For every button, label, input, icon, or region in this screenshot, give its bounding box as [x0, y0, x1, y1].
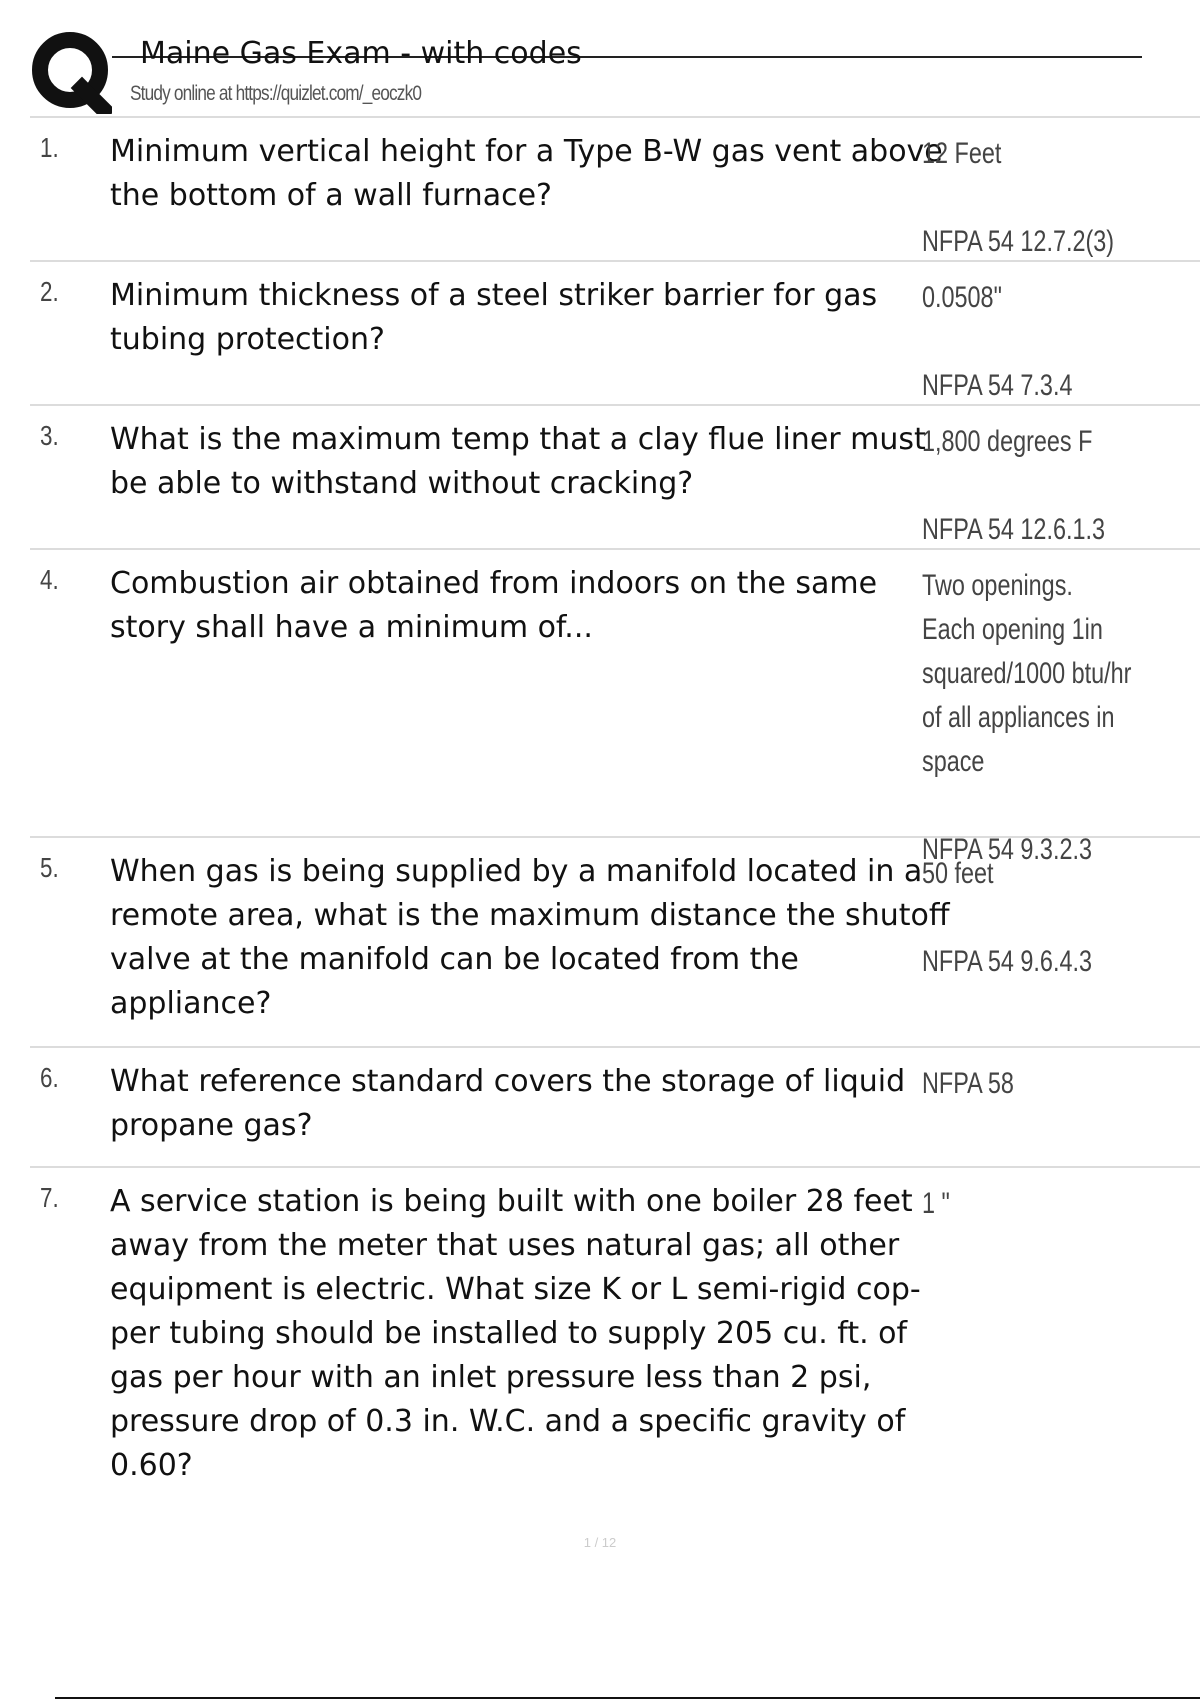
flashcard — [30, 262, 1200, 406]
card-question: What reference standard covers the storage of liquid propane gas? — [110, 1064, 906, 1143]
card-question: Minimum thickness of a steel striker barrier for gas tubing protection? — [110, 278, 878, 357]
card-answer: 1,800 degrees F NFPA 54 12.6.1.3 — [922, 425, 1105, 546]
card-number: 2. — [40, 276, 59, 307]
card-answer: 50 feet NFPA 54 9.6.4.3 — [922, 857, 1092, 978]
card-question: What is the maximum temp that a clay flue liner must be able to withstand without cracking? — [110, 422, 926, 501]
flashcard — [30, 550, 1200, 866]
quizlet-logo-icon — [30, 28, 112, 114]
flashcard — [30, 1168, 1200, 1488]
card-number: 4. — [40, 564, 59, 595]
card-answer: 1 " — [922, 1187, 950, 1220]
card-answer: Two openings. Each opening 1in squared/1000 btu/hr of all appliances in space NFPA 54 9.3.2.3 — [922, 569, 1132, 866]
study-online-link[interactable]: Study online at https://quizlet.com/_eoczk0 — [130, 82, 422, 105]
card-question: Combustion air obtained from indoors on the same story shall have a minimum of... — [110, 566, 878, 645]
flashcard — [30, 838, 1200, 1048]
card-number: 5. — [40, 852, 59, 883]
card-answer: 0.0508" NFPA 54 7.3.4 — [922, 281, 1073, 402]
bottom-divider — [55, 1697, 1200, 1699]
card-question: When gas is being supplied by a manifold located in a remote area, what is the maximum distance the shutoff valve at the manifold can be located from the appliance? — [110, 854, 950, 1021]
flashcard — [30, 1048, 1200, 1168]
card-answer: NFPA 58 — [922, 1067, 1014, 1100]
card-answer: 12 Feet NFPA 54 12.7.2(3) — [922, 137, 1115, 258]
flashcard — [30, 406, 1200, 550]
card-number: 3. — [40, 420, 59, 451]
card-number: 1. — [40, 132, 59, 163]
page-title: Maine Gas Exam - with codes — [140, 36, 582, 71]
page-number: 1 / 12 — [583, 1535, 617, 1550]
card-number: 7. — [40, 1182, 59, 1213]
card-question: Minimum vertical height for a Type B-W gas vent above the bottom of a wall furnace? — [110, 134, 943, 213]
flashcard-list — [0, 118, 1200, 1488]
header — [0, 0, 1200, 118]
card-question: A service station is being built with one boiler 28 feet away from the meter that uses natural gas; all other equipment is electric. What size K or L semi-rigid cop- per tubing should be installed to supply 205 cu. ft. of gas per hour with an inlet pressure less than 2 psi, pressure drop of 0.3 in. W.C. and a specific gravity of 0.60? — [110, 1184, 921, 1483]
card-number: 6. — [40, 1062, 59, 1093]
flashcard — [30, 118, 1200, 262]
